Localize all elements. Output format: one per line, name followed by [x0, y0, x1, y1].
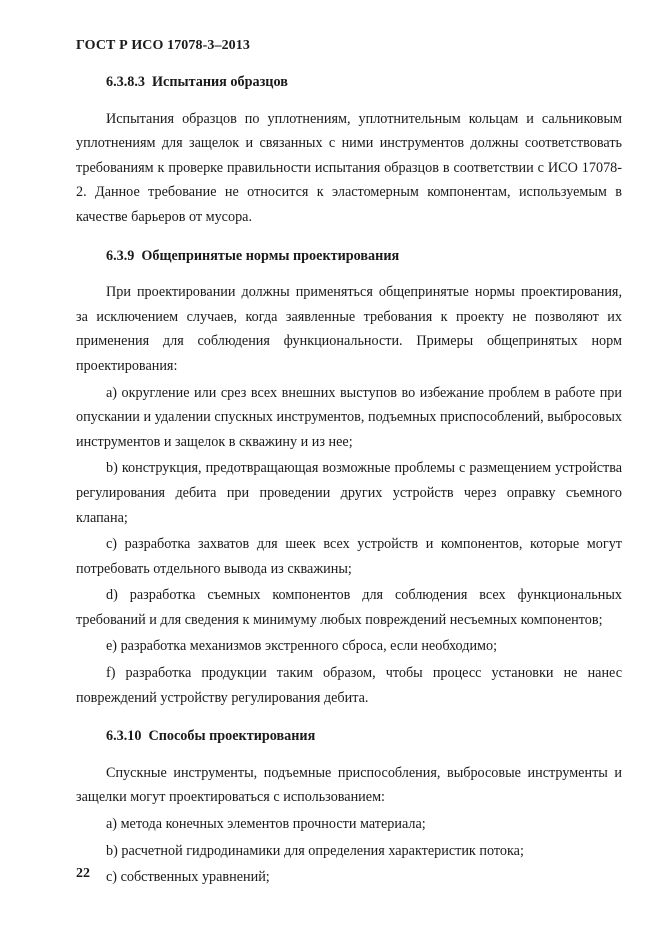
list-item: b) конструкция, предотвращающая возможные проблемы с размещением устройства регулирования дебита при проведении других устройств через оправку съемного клапана; [76, 460, 622, 526]
document-id: ГОСТ Р ИСО 17078-3–2013 [76, 38, 250, 53]
section-title: Общепринятые нормы проектирования [141, 247, 400, 264]
section-title: Испытания образцов [152, 74, 288, 90]
list-item: a) метода конечных элементов прочности материала; [106, 816, 426, 833]
list-item: b) расчетной гидродинамики для определения характеристик потока; [106, 842, 524, 859]
section-number: 6.3.8.3 [106, 74, 146, 90]
section-title: Способы проектирования [148, 728, 316, 745]
paragraph: Испытания образцов по уплотнениям, уплотнительным кольцам и сальниковым уплотнениям для защелок и связанных с ними инструментов должны соответствовать требованиям к проверке правильности испытания образцов в соответствии с ИСО 17078-2. Данное требование не относится к эластомерным компонентам, используемым в качестве барьеров от мусора. [76, 110, 622, 225]
paragraph: Спускные инструменты, подъемные приспособления, выбросовые инструменты и защелки могут проектироваться с использованием: [76, 764, 622, 806]
section-heading [76, 244, 622, 269]
list-item: d) разработка съемных компонентов для соблюдения всех функциональных требований и для сведения к минимуму любых повреждений несъемных компонентов; [76, 587, 622, 628]
page-content [76, 70, 622, 892]
list-item: a) округление или срез всех внешних выступов во избежание проблем в работе при опускании и удалении спускных инструментов, подъемных приспособлений, выбросовых инструментов и защелок в скважину и из нее; [76, 384, 622, 450]
page-number: 22 [76, 866, 90, 881]
list-item: c) собственных уравнений; [106, 869, 270, 886]
list-item: f) разработка продукции таким образом, чтобы процесс установки не нанес повреждений устройству регулирования дебита. [76, 665, 622, 706]
section-heading [76, 70, 622, 95]
paragraph: При проектировании должны применяться общепринятые нормы проектирования, за исключением случаев, когда заявленные требования к проекту не позволяют их применения для соблюдения функциональности. Примеры общепринятых норм проектирования: [76, 284, 622, 374]
list-item: c) разработка захватов для шеек всех устройств и компонентов, которые могут потребовать отдельного вывода из скважины; [76, 536, 622, 577]
section-number: 6.3.10 [106, 728, 142, 745]
section-number: 6.3.9 [106, 247, 135, 264]
section-heading [76, 724, 622, 749]
list-item: e) разработка механизмов экстренного сброса, если необходимо; [106, 638, 498, 655]
